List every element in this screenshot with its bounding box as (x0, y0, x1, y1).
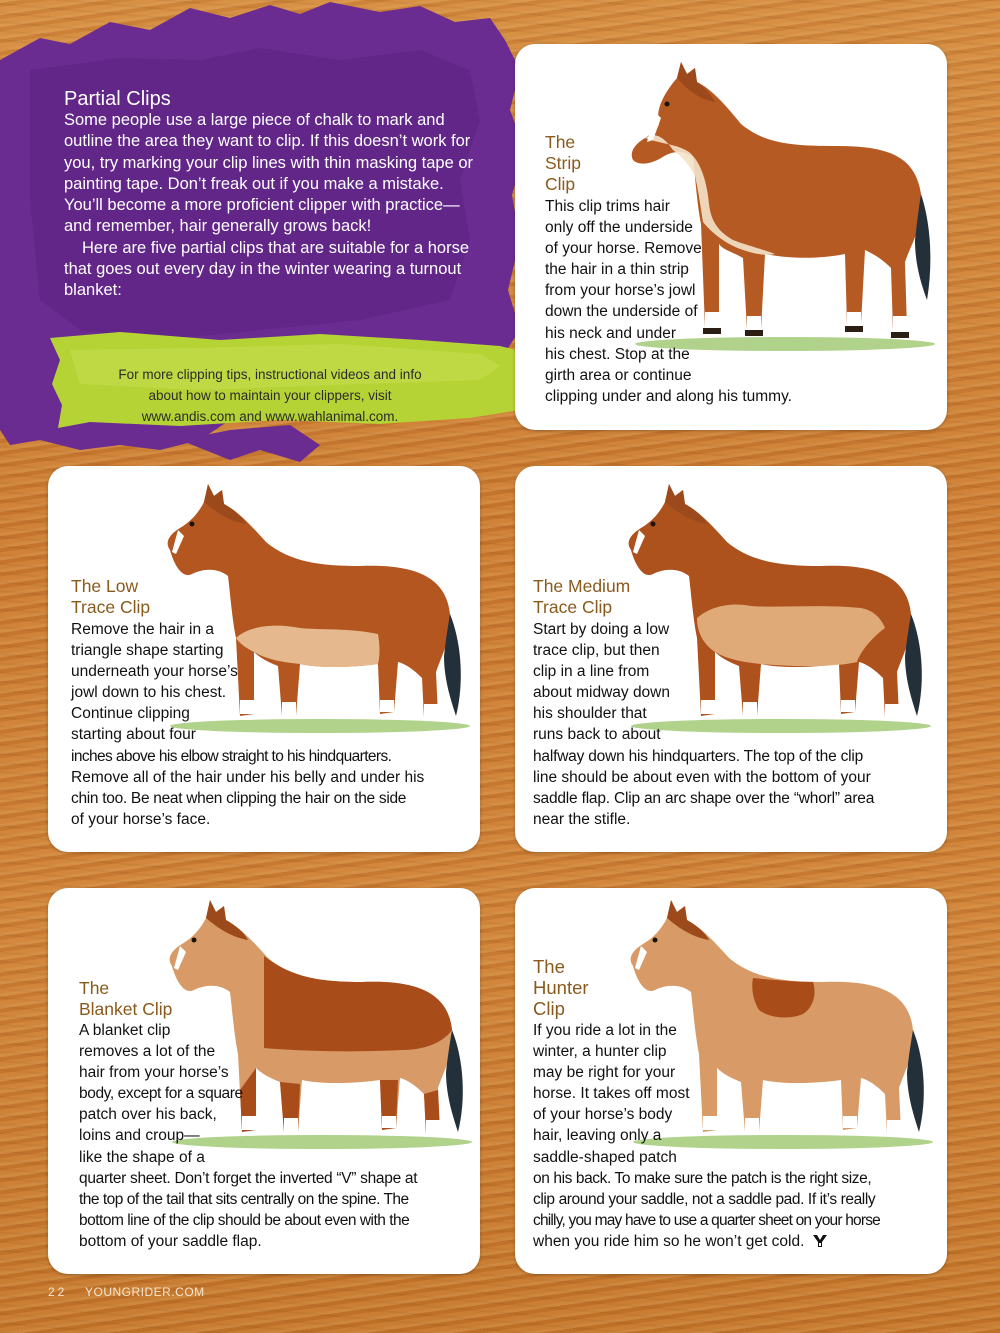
text-line: hair from your horse’s (79, 1064, 229, 1082)
text-line: about midway down (533, 684, 670, 702)
card-hunter-clip (515, 888, 947, 1274)
title-line: Clip (533, 998, 565, 1019)
text-line: girth area or continue (545, 366, 692, 384)
text-line: only off the underside (545, 219, 693, 237)
card-description (79, 1020, 417, 1252)
title-line: The (79, 978, 110, 998)
text-line: body, except for a square (79, 1085, 243, 1103)
text-line: Remove all of the hair under his belly and under his (71, 768, 425, 786)
card-strip-clip (515, 44, 947, 430)
text-line: quarter sheet. Don’t forget the inverted “V” shape at (79, 1169, 418, 1187)
text-line: like the shape of a (79, 1148, 205, 1166)
text-line: triangle shape starting (71, 642, 224, 660)
card-medium-trace-clip (515, 466, 947, 852)
text-line: the hair in a thin strip (545, 261, 689, 279)
tip-line: www.andis.com and www.wahlanimal.com. (141, 409, 399, 424)
text-line: bottom of your saddle flap. (79, 1232, 262, 1250)
text-line: on his back. To make sure the patch is the right size, (533, 1169, 872, 1187)
intro-paragraph: Here are five partial clips that are suitable for a horse that goes out every day in the winter wearing a turnout blanket: (64, 238, 470, 300)
text-line: saddle-shaped patch (533, 1148, 677, 1166)
card-title (533, 956, 589, 1019)
intro-section (64, 88, 474, 302)
text-line: hair, leaving only a (533, 1127, 662, 1145)
card-title (545, 132, 581, 195)
title-line: The (533, 956, 565, 977)
text-line-end: when you ride him so he won’t get cold. (533, 1232, 805, 1250)
title-line: Blanket Clip (79, 999, 173, 1019)
text-line: trace clip, but then (533, 642, 660, 660)
text-line: inches above his elbow straight to his hindquarters. (71, 747, 392, 765)
text-line: of your horse. Remove (545, 240, 702, 258)
site-url: YOUNGRIDER.COM (84, 1285, 205, 1299)
text-line: of your horse’s body (533, 1106, 673, 1124)
text-line: his chest. Stop at the (545, 345, 690, 363)
text-line: halfway down his hindquarters. The top of the clip (533, 747, 864, 765)
text-line: Continue clipping (71, 705, 190, 723)
text-line: This clip trims hair (545, 198, 670, 215)
title-line: Hunter (533, 977, 589, 998)
text-line: of your horse’s face. (71, 810, 211, 828)
text-line: Start by doing a low (533, 621, 670, 638)
page-number: 22 (48, 1285, 68, 1299)
text-line: underneath your horse’s (71, 663, 238, 681)
text-line: Remove the hair in a (71, 621, 215, 638)
title-line: The Low (71, 576, 139, 596)
card-low-trace-clip (48, 466, 480, 852)
card-title (71, 576, 150, 618)
text-line: patch over his back, (79, 1106, 217, 1124)
text-line: starting about four (71, 726, 196, 744)
card-description (533, 619, 874, 830)
title-line: The Medium (533, 576, 631, 596)
title-line: The (545, 132, 576, 152)
intro-paragraph: Some people use a large piece of chalk to mark and outline the area they want to clip. If this doesn’t work for you, try marking your clip lines with thin masking tape or painting tape. Don’t freak out if you make a mistake. You’ll become a more proficient clipper with practice—and remember, hair generally grows back! (64, 111, 474, 236)
text-line: saddle flap. Clip an arc shape over the “whorl” area (533, 789, 875, 807)
text-line: A blanket clip (79, 1022, 171, 1039)
text-line: clip in a line from (533, 663, 650, 681)
text-line: clipping under and along his tummy. (545, 387, 792, 405)
text-line: runs back to about (533, 726, 661, 744)
text-line: down the underside of (545, 303, 698, 321)
page-footer (48, 1285, 205, 1299)
card-blanket-clip (48, 888, 480, 1274)
title-line: Clip (545, 174, 576, 194)
text-line: near the stifle. (533, 810, 631, 828)
text-line: may be right for your (533, 1064, 676, 1082)
title-line: Strip (545, 153, 581, 173)
card-description (533, 1020, 880, 1252)
card-description (545, 196, 792, 407)
text-line: his neck and under (545, 324, 676, 342)
card-title (79, 978, 172, 1020)
text-line: loins and croup— (79, 1127, 200, 1145)
text-line: winter, a hunter clip (533, 1043, 667, 1061)
text-line: chin too. Be neat when clipping the hair on the side (71, 789, 407, 807)
text-line: his shoulder that (533, 705, 647, 723)
text-line: removes a lot of the (79, 1043, 216, 1061)
text-line: from your horse’s jowl (545, 282, 696, 300)
title-line: Trace Clip (71, 597, 151, 617)
young-rider-logo-icon (812, 1234, 828, 1248)
tip-line: about how to maintain your clippers, visit (148, 388, 392, 403)
text-line: horse. It takes off most (533, 1085, 690, 1103)
clipping-tip (64, 364, 476, 427)
text-line: line should be about even with the bottom of your (533, 768, 871, 786)
tip-line: For more clipping tips, instructional videos and info (118, 367, 422, 382)
title-line: Trace Clip (533, 597, 613, 617)
text-line (533, 1231, 880, 1252)
card-description (71, 619, 424, 830)
section-heading: Partial Clips (64, 88, 171, 110)
text-line: If you ride a lot in the (533, 1022, 677, 1039)
text-line: chilly, you may have to use a quarter sheet on your horse (533, 1211, 880, 1229)
text-line: the top of the tail that sits centrally on the spine. The (79, 1190, 409, 1208)
text-line: jowl down to his chest. (71, 684, 227, 702)
text-line: clip around your saddle, not a saddle pad. If it’s really (533, 1190, 876, 1208)
card-title (533, 576, 630, 618)
text-line: bottom line of the clip should be about even with the (79, 1211, 410, 1229)
